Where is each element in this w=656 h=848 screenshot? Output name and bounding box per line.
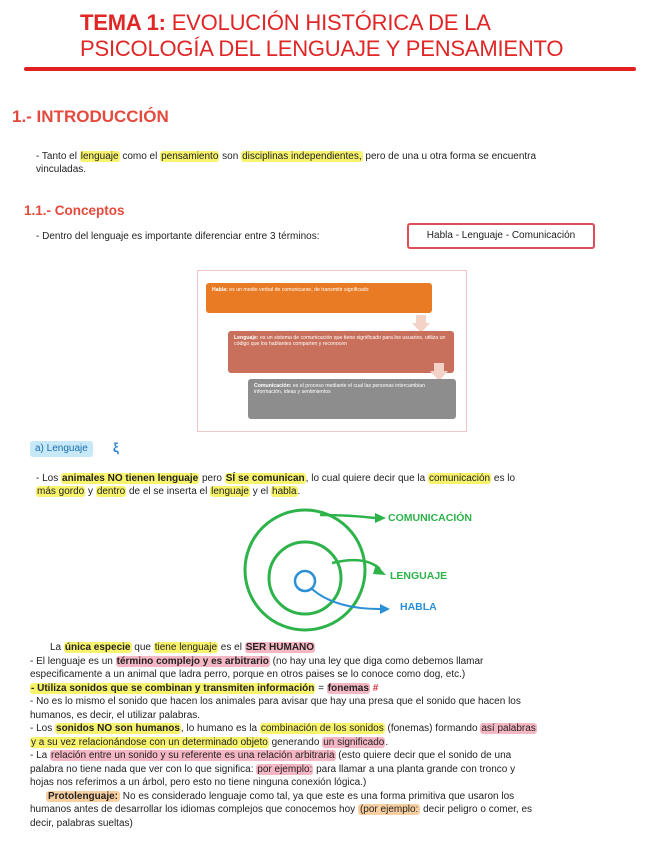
subsection-tag-lenguaje: a) Lenguaje (30, 441, 93, 457)
highlight: animales NO tienen lenguaje (62, 473, 199, 484)
pointer-comunicacion (320, 515, 375, 518)
text: humanos antes de desarrollar los idiomas complejos que conocemos hoy (30, 804, 358, 815)
intro-paragraph (36, 150, 636, 176)
highlight: lenguaje (211, 486, 249, 497)
arrowhead-icon (380, 604, 390, 614)
highlight: comunicación (428, 473, 491, 484)
highlight: SER HUMANO (245, 642, 315, 653)
text: - Los (36, 473, 62, 484)
text: son (219, 151, 242, 162)
page-title-line2: PSICOLOGÍA DEL LENGUAJE Y PENSAMIENTO (80, 36, 564, 61)
text: como el (119, 151, 161, 162)
text: La (50, 642, 64, 653)
box-text: es un sistema de comunicación que tiene significado para los usuarios, utiliza un código que los hablantes comparten y reconocen (234, 335, 446, 348)
text: . (297, 486, 301, 497)
text: = (315, 682, 327, 694)
diagram-box-habla (206, 283, 432, 313)
text: pero (199, 473, 225, 484)
text: , lo cual quiere decir que la (305, 473, 428, 484)
title-prefix: TEMA 1: (80, 10, 166, 35)
text: . (385, 736, 389, 748)
highlight: única especie (64, 642, 131, 653)
text: - Tanto el (36, 151, 80, 162)
pointer-habla (312, 589, 380, 609)
text: que (131, 642, 154, 653)
note-line: especificamente a un animal que ladra perro, porque en otros paises se lo conoce como dog, etc.) (30, 669, 466, 680)
concepts-diagram (197, 270, 467, 432)
text: para llamar a una planta grande con tronco y (313, 763, 516, 775)
text: generando (268, 736, 323, 748)
venn-diagram (240, 505, 500, 635)
highlight: término complejo y es arbitrario (116, 655, 269, 667)
text: de el se inserta el (126, 486, 211, 497)
highlight: un significado (323, 736, 385, 748)
notes-block (30, 641, 646, 830)
note-line: humanos, es decir, el utilizar palabras. (30, 709, 201, 721)
note-line (30, 749, 646, 763)
text: - Los (30, 723, 56, 734)
highlight: habla (272, 486, 297, 497)
text: vinculadas. (36, 164, 87, 175)
label-habla: HABLA (400, 601, 437, 613)
terms-box: Habla - Lenguaje - Comunicación (407, 223, 595, 249)
highlight: así palabras (481, 723, 536, 734)
highlight: combinación de los sonidos (260, 723, 384, 734)
diagram-box-comunicacion (248, 379, 456, 419)
text: - La (30, 750, 51, 761)
note-line (30, 736, 646, 750)
note-line (30, 682, 646, 696)
wave-icon: ξ (113, 440, 119, 455)
note-line (30, 641, 646, 655)
box-title: Comunicación: (254, 383, 292, 389)
note-line (30, 803, 646, 817)
text: , lo humano es la (180, 723, 260, 734)
text: decir peligro o comer, es (420, 804, 533, 815)
highlight: Protolenguaje: (48, 790, 119, 802)
note-line: - No es lo mismo el sonido que hacen los animales para avisar que hay una presa que el sonido que hacen los (30, 696, 521, 707)
text: (fonemas) formando (384, 723, 481, 734)
highlight: - Utiliza sonidos que se combinan y transmiten información (31, 682, 315, 694)
section-heading-conceptos: 1.1.- Conceptos (24, 203, 125, 218)
conceptos-line: - Dentro del lenguaje es importante diferenciar entre 3 términos: (36, 231, 320, 242)
box-text: es el proceso mediante el cual las personas intercambian información, ideas y sentimientos (254, 383, 425, 396)
note-line (30, 790, 646, 804)
box-text: es un medio verbal de comunicarse, de transmitir significado (227, 287, 369, 293)
text: palabra no tiene nada que ver con lo que significa: (30, 763, 257, 775)
circle-lenguaje (269, 542, 341, 614)
text: y el (249, 486, 272, 497)
label-lenguaje: LENGUAJE (390, 570, 448, 582)
highlight: fonemas (327, 682, 369, 694)
highlight: disciplinas independientes, (242, 151, 362, 162)
highlight: lenguaje (80, 151, 119, 162)
note-line (30, 722, 646, 736)
text: es lo (491, 473, 516, 484)
highlight: por ejemplo: (257, 763, 313, 775)
highlight: (por ejemplo: (359, 804, 419, 815)
diagram-box-lenguaje (228, 331, 454, 373)
highlight: dentro (96, 486, 126, 497)
text: - El lenguaje es un (30, 655, 116, 667)
section-heading-intro: 1.- INTRODUCCIÓN (12, 107, 169, 126)
highlight: sonidos NO son humanos (56, 723, 180, 734)
arrowhead-icon (375, 513, 386, 523)
text: (no hay una ley que diga como debemos llamar (269, 655, 484, 667)
highlight: SÍ se comunican (225, 473, 305, 484)
note-line: decir, palabras sueltas) (30, 817, 133, 829)
text: y (85, 486, 96, 497)
highlight: pensamiento (161, 151, 219, 162)
page-title-line1 (80, 10, 491, 36)
highlight: relación entre un sonido y su referente es una relación arbitraria (51, 750, 335, 761)
box-title: Lenguaje: (234, 335, 259, 341)
note-line (30, 655, 646, 669)
label-comunicacion: COMUNICACIÓN (388, 512, 472, 524)
highlight: más gordo (37, 486, 85, 497)
highlight: y a su vez relacionándose con un determinado objeto (31, 736, 268, 748)
title-text-1: EVOLUCIÓN HISTÓRICA DE LA (165, 10, 491, 35)
text: pero de una u otra forma se encuentra (362, 151, 537, 162)
title-underline (24, 67, 636, 71)
text: (esto quiere decir que el sonido de una (335, 750, 512, 761)
circle-habla (295, 571, 315, 591)
highlight: tiene lenguaje (154, 642, 218, 653)
note-line (30, 763, 646, 777)
text: No es considerado lenguaje como tal, ya que este es una forma primitiva que usaron los (120, 790, 515, 802)
note-line: hojas nos referimos a un árbol, pero esto no tiene ninguna conexión lógica.) (30, 777, 367, 788)
lenguaje-paragraph (36, 472, 646, 498)
box-title: Habla: (212, 287, 228, 293)
text: es el (218, 642, 245, 653)
hash-mark: # (372, 682, 379, 694)
